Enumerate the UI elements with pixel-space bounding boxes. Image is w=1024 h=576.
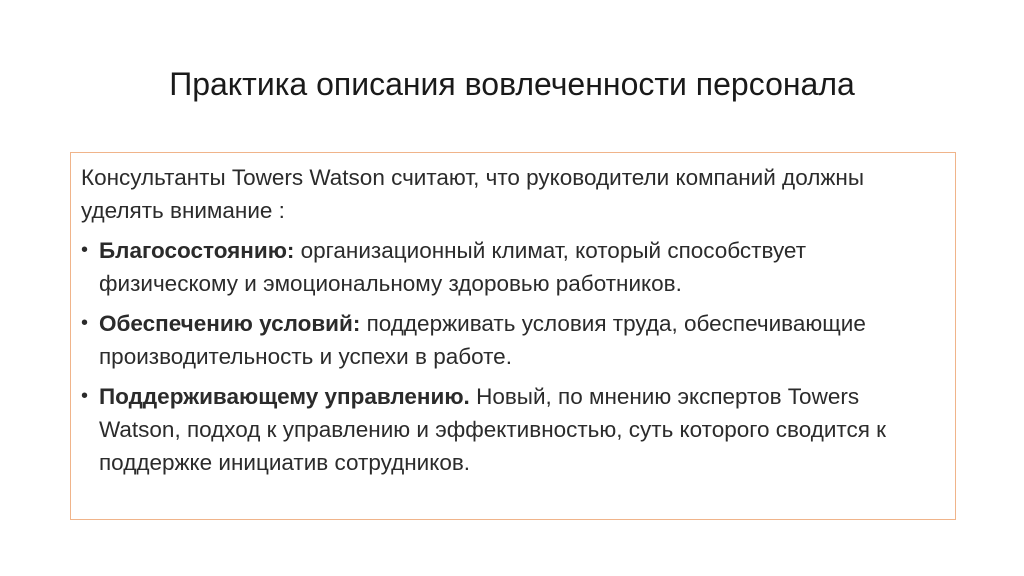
bullet-text: организационный климат, который способствует физическому и эмоциональному здоровью работников.	[99, 238, 807, 296]
bullet-item-wellbeing	[81, 234, 945, 300]
slide-title: Практика описания вовлеченности персонала	[169, 66, 855, 102]
bullet-title: Обеспечению условий:	[99, 311, 361, 336]
bullet-list	[81, 234, 945, 479]
bullet-icon: •	[81, 239, 89, 261]
bullet-item-conditions	[81, 307, 945, 373]
content-box	[70, 152, 956, 520]
bullet-text: поддерживать условия труда, обеспечивающие производительность и успехи в работе.	[99, 311, 866, 369]
bullet-title: Поддерживающему управлению.	[99, 384, 470, 409]
bullet-title: Благосостоянию:	[99, 238, 295, 263]
bullet-item-management	[81, 380, 945, 479]
bullet-icon: •	[81, 385, 89, 407]
bullet-icon: •	[81, 312, 89, 334]
bullet-text: Новый, по мнению экспертов Towers Watson, подход к управлению и эффективностью, суть которого сводится к поддержке инициатив сотрудников.	[99, 384, 886, 475]
intro-text: Консультанты Towers Watson считают, что руководители компаний должны уделять внимание :	[81, 165, 864, 223]
